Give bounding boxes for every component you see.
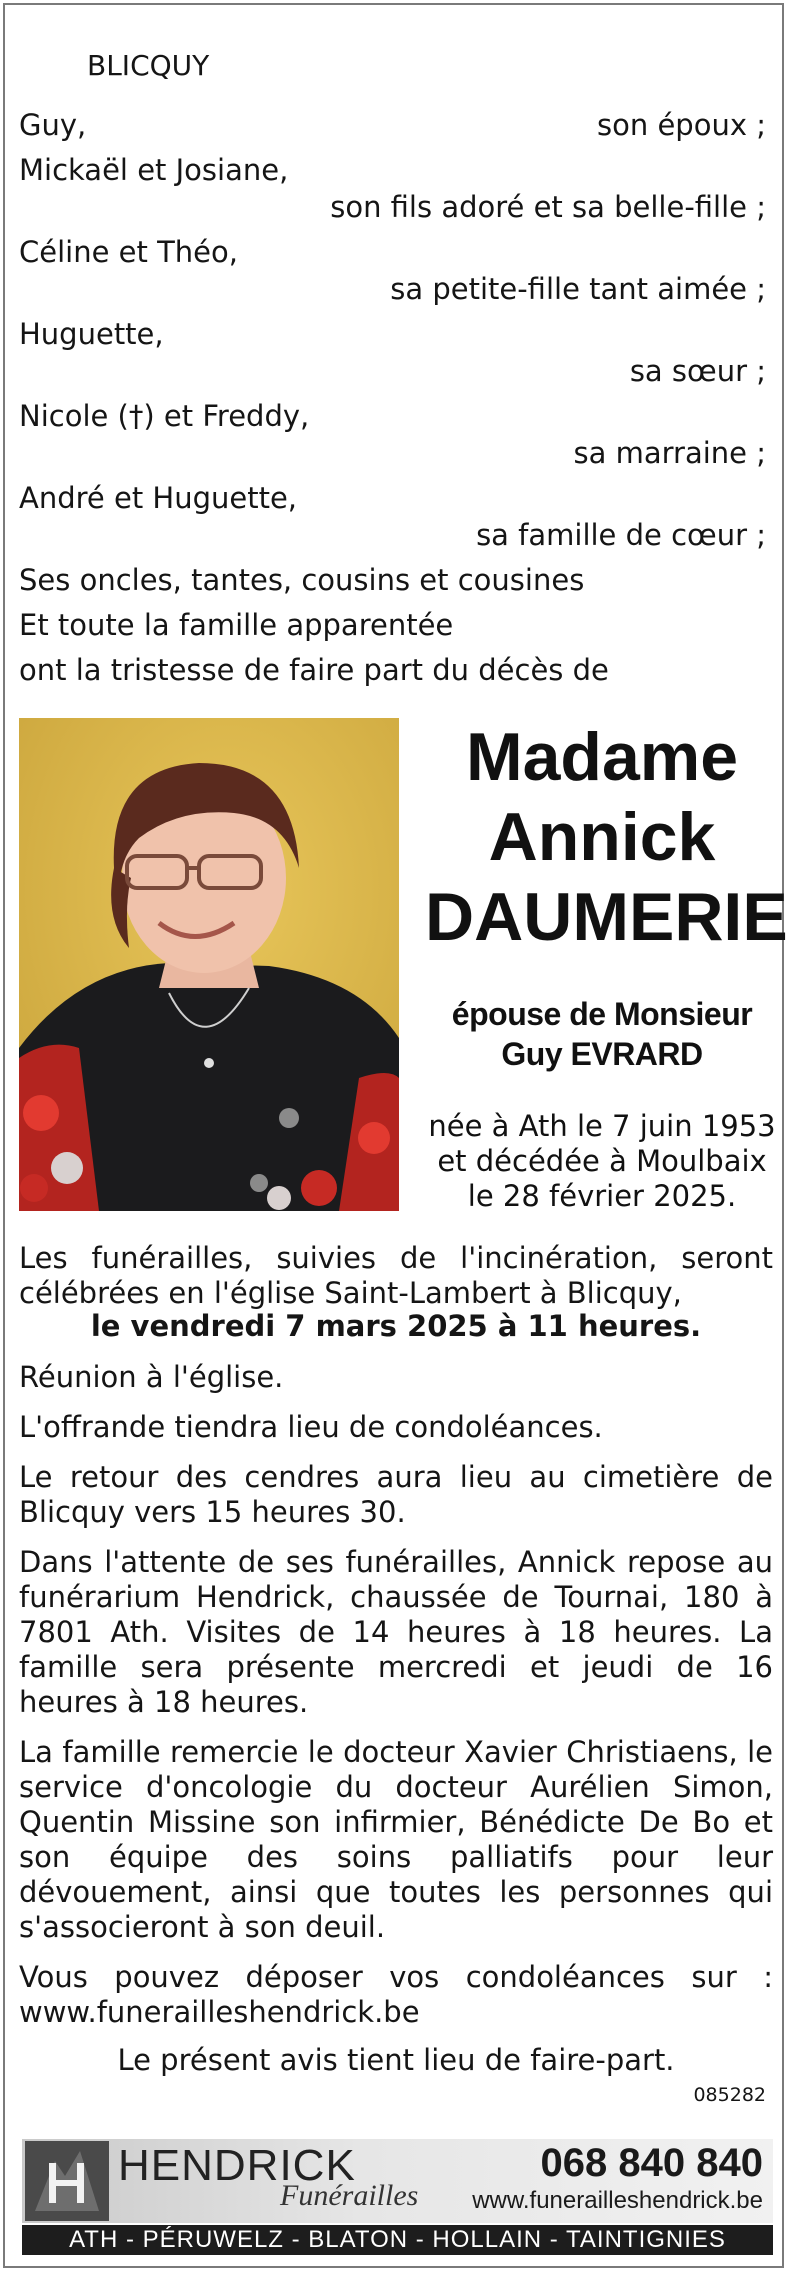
website-link[interactable]: www.funerailleshendrick.be — [472, 2187, 763, 2214]
spouse-line-2: Guy EVRARD — [501, 1036, 703, 1072]
ashes-text: Le retour des cendres aura lieu au cimetière de Blicquy vers 15 heures 30. — [19, 1460, 773, 1529]
locations-strip: ATH - PÉRUWELZ - BLATON - HOLLAIN - TAINTIGNIES — [22, 2225, 773, 2255]
meeting-text: Réunion à l'église. — [19, 1360, 284, 1394]
visits-text: Dans l'attente de ses funérailles, Annick repose au funérarium Hendrick, chaussée de Tournai, 180 à 7801 Ath. Visites de 14 heures à 18 heures. La famille sera présente mercredi et jeudi de 16 heures à 18 heures. — [19, 1545, 773, 1719]
family-name-3: Céline et Théo, — [19, 235, 238, 269]
logo-monogram-icon — [25, 2141, 109, 2221]
notice-text: Le présent avis tient lieu de faire-part. — [117, 2043, 675, 2077]
deceased-name-block — [425, 717, 788, 957]
spouse-line-1: épouse de Monsieur — [451, 996, 753, 1032]
phone-number: 068 840 840 — [540, 2141, 763, 2185]
death-date-line: le 28 février 2025. — [467, 1179, 737, 1213]
portrait-photo — [19, 718, 399, 1211]
funeral-text: Les funérailles, suivies de l'incinération, seront célébrées en l'église Saint-Lambert à Blicquy, — [19, 1241, 773, 1310]
family-name-5: Nicole (†) et Freddy, — [19, 399, 310, 433]
hendrick-logo-icon — [25, 2141, 109, 2221]
family-name-2: Mickaël et Josiane, — [19, 153, 289, 187]
family-relation-6: sa famille de cœur ; — [476, 518, 766, 552]
thanks-text: La famille remercie le docteur Xavier Christiaens, le service d'oncologie du docteur Aurélien Simon, Quentin Missine son infirmier, Bénédicte De Bo et son équipe des soins palliatifs pour leur dévouement, ainsi que toutes les personnes qui s'associeront à son deuil. — [19, 1735, 773, 1944]
family-extra-1: Ses oncles, tantes, cousins et cousines — [19, 563, 585, 597]
offering-text: L'offrande tiendra lieu de condoléances. — [19, 1410, 603, 1444]
funeral-home-banner — [22, 2139, 773, 2257]
family-name-1: Guy, — [19, 108, 87, 142]
death-line: et décédée à Moulbaix — [437, 1144, 767, 1178]
obituary-notice — [3, 3, 788, 2268]
family-relation-1: son époux ; — [597, 108, 766, 142]
family-extra-2: Et toute la famille apparentée — [19, 608, 454, 642]
family-relation-3: sa petite-fille tant aimée ; — [390, 272, 766, 306]
family-relation-5: sa marraine ; — [573, 436, 766, 470]
dates-block — [425, 1109, 779, 1214]
condolences-text: Vous pouvez déposer vos condoléances sur : www.funerailleshendrick.be — [19, 1960, 773, 2029]
reference-number: 085282 — [693, 2084, 766, 2106]
deceased-last-name: DAUMERIE — [425, 879, 788, 955]
deceased-first-name: Annick — [488, 799, 716, 875]
brand-name: HENDRICK — [118, 2141, 356, 2190]
birth-line: née à Ath le 7 juin 1953 — [428, 1109, 776, 1143]
deceased-title: Madame — [465, 719, 739, 795]
portrait-illustration — [19, 718, 399, 1211]
family-relation-2: son fils adoré et sa belle-fille ; — [330, 190, 766, 224]
family-name-4: Huguette, — [19, 317, 164, 351]
funeral-date: le vendredi 7 mars 2025 à 11 heures. — [90, 1309, 702, 1343]
spouse-block — [425, 994, 779, 1074]
brand-subtitle: Funérailles — [280, 2179, 419, 2212]
family-extra-3: ont la tristesse de faire part du décès de — [19, 653, 609, 687]
family-name-6: André et Huguette, — [19, 481, 298, 515]
family-relation-4: sa sœur ; — [629, 354, 766, 388]
town-label: BLICQUY — [87, 49, 210, 82]
